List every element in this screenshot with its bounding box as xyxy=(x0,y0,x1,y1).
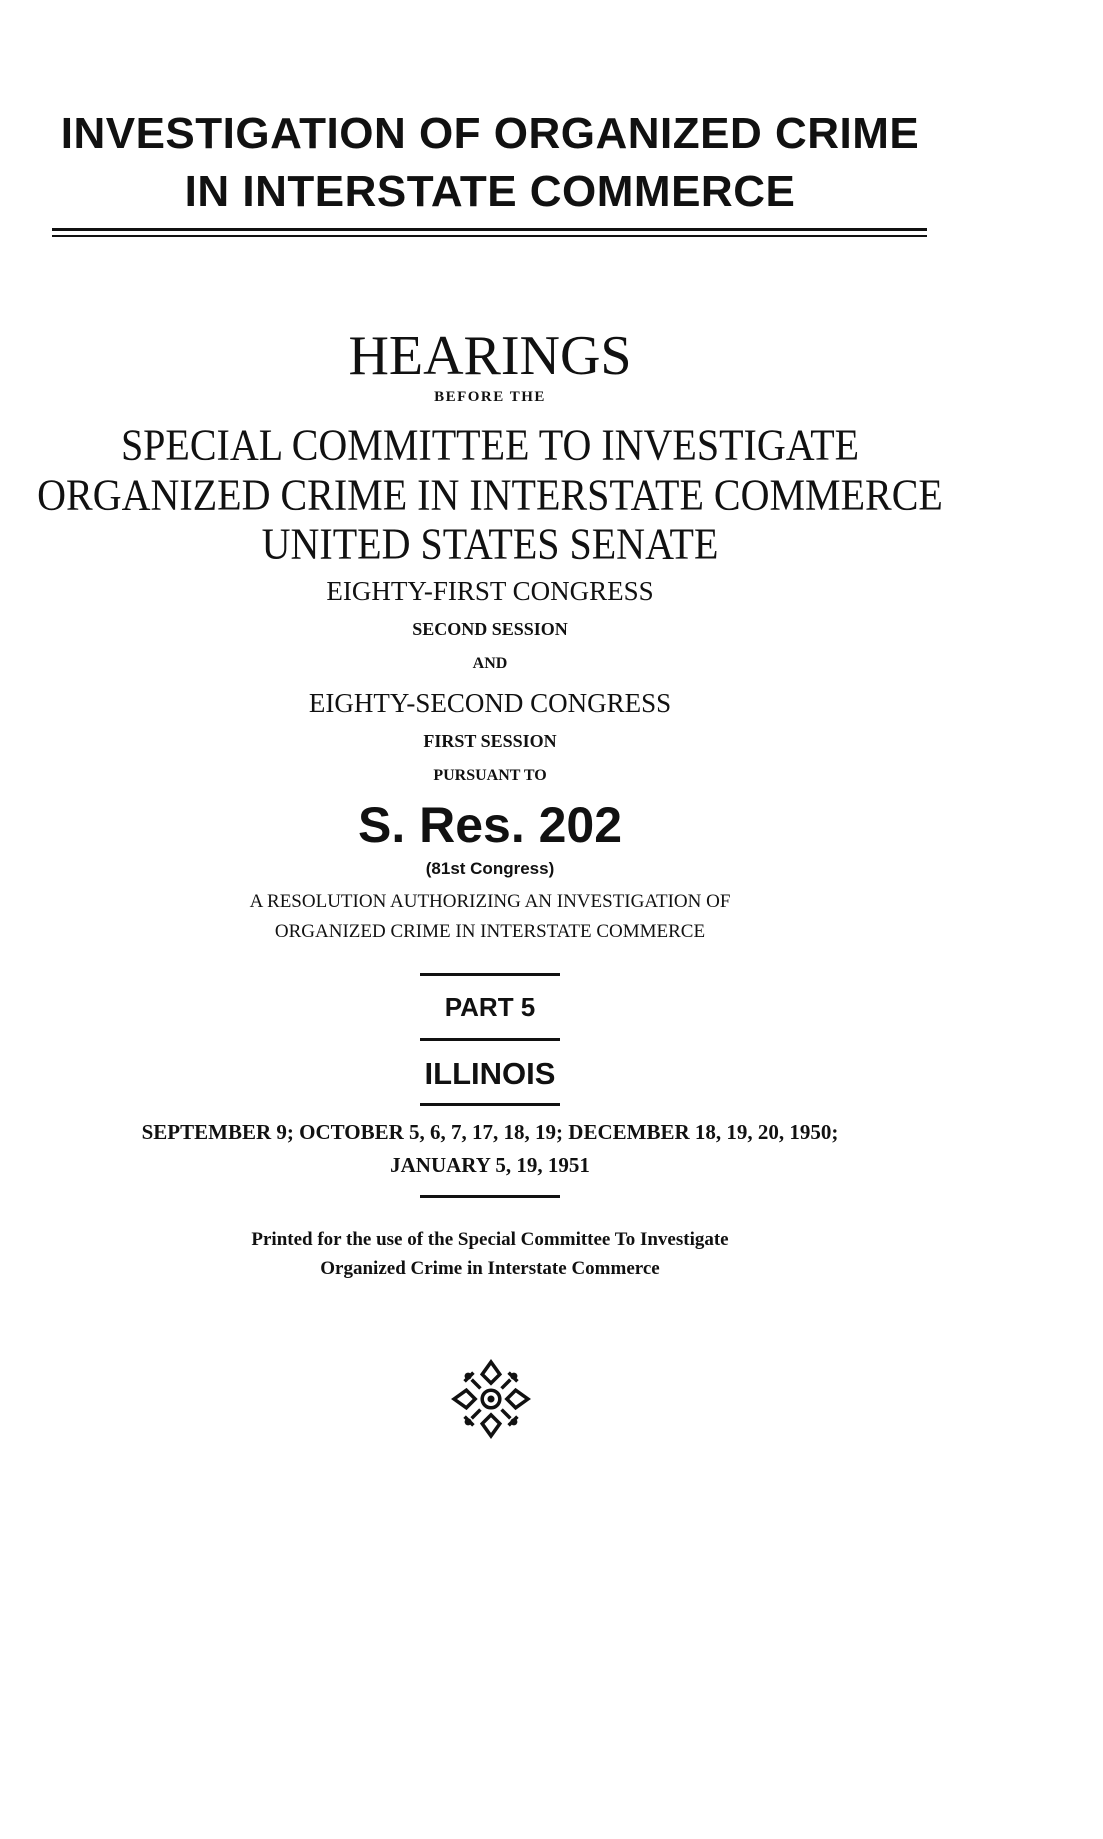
hearing-dates-line-2: JANUARY 5, 19, 1951 xyxy=(390,1153,590,1177)
congress-label-2: EIGHTY-SECOND CONGRESS xyxy=(308,688,672,718)
and-label: AND xyxy=(472,655,508,672)
document-title-line-2: IN INTERSTATE COMMERCE xyxy=(184,167,796,216)
senate-label: UNITED STATES SENATE xyxy=(261,518,719,569)
committee-name-line-2: ORGANIZED CRIME IN INTERSTATE COMMERCE xyxy=(37,469,943,520)
document-title-line-1: INVESTIGATION OF ORGANIZED CRIME xyxy=(60,109,920,158)
title-double-rule xyxy=(52,228,927,237)
printer-ornament-icon xyxy=(447,1355,535,1443)
session-label-1: SECOND SESSION xyxy=(412,619,568,639)
section-rule xyxy=(420,1103,560,1106)
resolution-description-line-2: ORGANIZED CRIME IN INTERSTATE COMMERCE xyxy=(274,921,706,942)
section-rule xyxy=(420,1038,560,1041)
session-label-2: FIRST SESSION xyxy=(423,731,557,751)
section-rule xyxy=(420,1195,560,1198)
state-label: ILLINOIS xyxy=(424,1056,556,1091)
committee-name-line-1: SPECIAL COMMITTEE TO INVESTIGATE xyxy=(120,419,860,470)
printed-for-line-2: Organized Crime in Interstate Commerce xyxy=(320,1258,660,1279)
resolution-congress-note: (81st Congress) xyxy=(425,859,555,878)
part-label: PART 5 xyxy=(444,992,536,1022)
congress-label-1: EIGHTY-FIRST CONGRESS xyxy=(326,576,654,606)
pursuant-to-label: PURSUANT TO xyxy=(433,767,547,784)
printed-for-line-1: Printed for the use of the Special Committee To Investigate xyxy=(251,1229,729,1250)
resolution-description-line-1: A RESOLUTION AUTHORIZING AN INVESTIGATION OF xyxy=(249,891,731,912)
hearing-dates-line-1: SEPTEMBER 9; OCTOBER 5, 6, 7, 17, 18, 19; DECEMBER 18, 19, 20, 1950; xyxy=(141,1120,839,1144)
hearings-heading: HEARINGS xyxy=(348,325,632,387)
section-rule xyxy=(420,973,560,976)
resolution-number: S. Res. 202 xyxy=(357,797,623,853)
before-the-label: BEFORE THE xyxy=(434,389,546,405)
